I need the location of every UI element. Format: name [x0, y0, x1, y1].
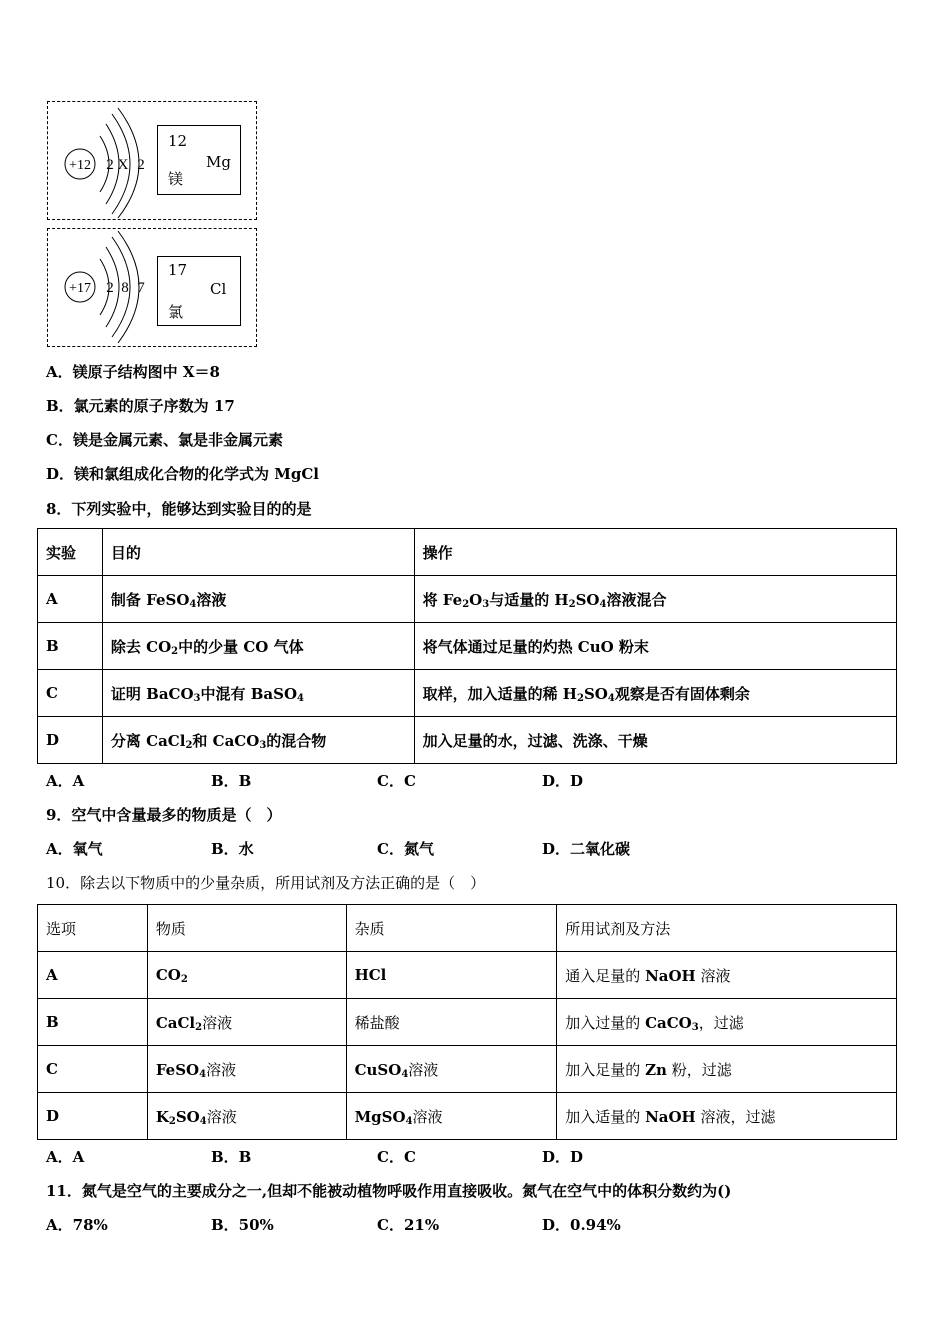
q8-option-d: D．D [542, 772, 584, 790]
row-operation: 取样，加入适量的稀 $H_2SO_4$观察是否有固体剩余 [414, 670, 896, 717]
mg-shell-2: X [117, 157, 129, 173]
mg-element-card [157, 125, 241, 195]
q10-option-d: D．D [542, 1148, 584, 1166]
q9-option-b: B．水 [211, 840, 254, 858]
row-impurity: HCl [346, 952, 557, 999]
row-method: 加入适量的 NaOH 溶液，过滤 [557, 1093, 897, 1140]
header-cell: 实验 [38, 529, 103, 576]
q11-option-a: A．78% [46, 1216, 108, 1234]
row-substance: FeSO$_4$溶液 [147, 1046, 346, 1093]
row-id: C [38, 1046, 148, 1093]
q9-option-d: D．二氧化碳 [542, 840, 631, 858]
row-purpose: 除去 $CO_2$中的少量 CO 气体 [102, 623, 414, 670]
row-id: B [38, 623, 103, 670]
table-row [38, 999, 897, 1046]
mg-symbol: Mg [206, 153, 231, 171]
row-purpose: 分离 CaCl$_2$和 CaCO$_3$的混合物 [102, 717, 414, 764]
header-cell: 目的 [102, 529, 414, 576]
q10-option-c: C．C [377, 1148, 416, 1166]
row-substance: CaCl$_2$溶液 [147, 999, 346, 1046]
cl-symbol: Cl [210, 280, 227, 298]
mg-name: 镁 [168, 170, 184, 188]
row-id: D [38, 717, 103, 764]
q10-question: 10．除去以下物质中的少量杂质，所用试剂及方法正确的是（ ） [46, 874, 486, 892]
cl-shell-2: 8 [121, 280, 129, 296]
table-row [38, 952, 897, 999]
q11-option-c: C．21% [377, 1216, 440, 1234]
row-substance: $CO_2$ [147, 952, 346, 999]
row-operation: 将气体通过足量的灼热 CuO 粉末 [414, 623, 896, 670]
q9-option-a: A．氧气 [46, 840, 103, 858]
header-cell: 杂质 [346, 905, 557, 952]
mg-shell-3: 2 [137, 157, 145, 173]
q8-option-a: A．A [46, 772, 85, 790]
row-substance: $K_2SO_4$溶液 [147, 1093, 346, 1140]
cl-atomic-number: 17 [168, 261, 188, 279]
header-cell: 所用试剂及方法 [557, 905, 897, 952]
q9-option-c: C．氮气 [377, 840, 434, 858]
q11-option-b: B．50% [211, 1216, 274, 1234]
header-cell: 选项 [38, 905, 148, 952]
header-cell: 操作 [414, 529, 896, 576]
table-header-row [38, 529, 897, 576]
table-row [38, 576, 897, 623]
q10-option-a: A．A [46, 1148, 85, 1166]
table-header-row [38, 905, 897, 952]
cl-diagram-frame [47, 228, 257, 347]
row-impurity: 稀盐酸 [346, 999, 557, 1046]
row-impurity: MgSO$_4$溶液 [346, 1093, 557, 1140]
row-purpose: 证明 BaCO$_3$中混有 BaSO$_4$ [102, 670, 414, 717]
table-row [38, 623, 897, 670]
cl-element-card [157, 256, 241, 326]
row-operation: 加入足量的水，过滤、洗涤、干燥 [414, 717, 896, 764]
cl-shell-3: 7 [137, 280, 145, 296]
q8-option-b: B．B [211, 772, 252, 790]
mg-diagram-frame [47, 101, 257, 220]
row-operation: 将 $Fe_2O_3$与适量的 $H_2SO_4$溶液混合 [414, 576, 896, 623]
row-method: 加入足量的 Zn 粉，过滤 [557, 1046, 897, 1093]
q7-option-a: A．镁原子结构图中 X＝8 [46, 363, 220, 381]
row-id: A [38, 952, 148, 999]
row-method: 加入过量的 CaCO$_3$，过滤 [557, 999, 897, 1046]
row-impurity: CuSO$_4$溶液 [346, 1046, 557, 1093]
table-row [38, 1046, 897, 1093]
table-row [38, 717, 897, 764]
q11-option-d: D．0.94% [542, 1216, 621, 1234]
q8-question: 8．下列实验中，能够达到实验目的的是 [46, 500, 312, 518]
q10-option-b: B．B [211, 1148, 252, 1166]
header-cell: 物质 [147, 905, 346, 952]
q7-option-b: B．氯元素的原子序数为 17 [46, 397, 235, 415]
q7-option-c: C．镁是金属元素、氯是非金属元素 [46, 431, 283, 449]
mg-atom-structure [48, 102, 168, 219]
cl-name: 氯 [168, 303, 184, 321]
q10-table [37, 904, 897, 1140]
row-method: 通入足量的 NaOH 溶液 [557, 952, 897, 999]
row-purpose: 制备 FeSO$_4$溶液 [102, 576, 414, 623]
cl-nucleus-charge: +17 [69, 281, 91, 296]
row-id: D [38, 1093, 148, 1140]
row-id: B [38, 999, 148, 1046]
mg-atomic-number: 12 [168, 132, 188, 150]
q9-question: 9．空气中含量最多的物质是（ ） [46, 806, 282, 824]
cl-atom-structure [48, 229, 168, 346]
row-id: A [38, 576, 103, 623]
q11-question: 11．氮气是空气的主要成分之一,但却不能被动植物呼吸作用直接吸收。氮气在空气中的体积分数约为() [46, 1182, 732, 1200]
q7-option-d: D．镁和氯组成化合物的化学式为 MgCl [46, 465, 319, 483]
mg-shell-1: 2 [106, 157, 114, 173]
mg-nucleus-charge: +12 [69, 158, 91, 173]
table-row [38, 670, 897, 717]
table-row [38, 1093, 897, 1140]
q8-option-c: C．C [377, 772, 416, 790]
q8-table [37, 528, 897, 764]
row-id: C [38, 670, 103, 717]
cl-shell-1: 2 [106, 280, 114, 296]
